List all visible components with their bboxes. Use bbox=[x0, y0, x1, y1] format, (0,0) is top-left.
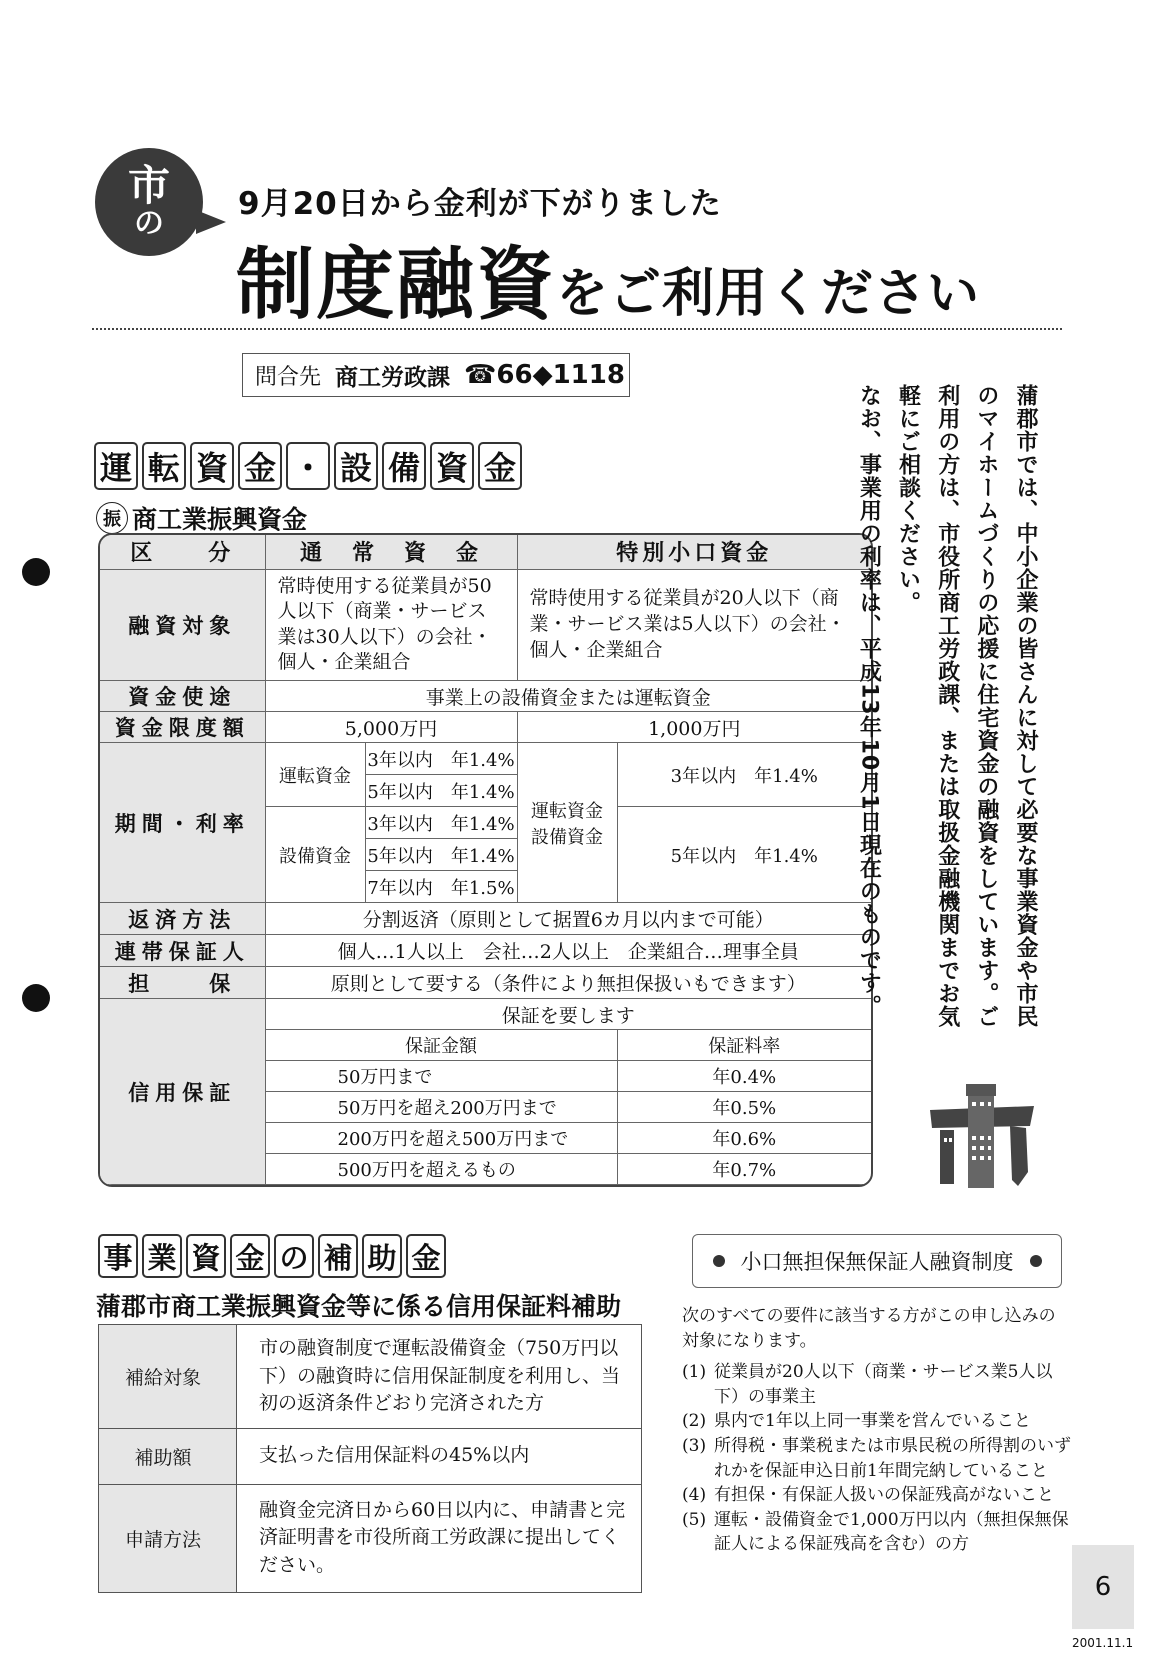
heading-char: の bbox=[274, 1234, 314, 1278]
subsidy-label: 補給対象 bbox=[99, 1325, 237, 1429]
badge-line1: 市 bbox=[127, 161, 170, 210]
list-item bbox=[682, 1360, 1072, 1409]
intro-vertical-text bbox=[849, 384, 1045, 1044]
item-text: 有担保・有保証人扱いの保証残高がないこと bbox=[714, 1485, 1054, 1506]
label-guarantor: 連帯保証人 bbox=[100, 935, 265, 967]
fund-name bbox=[96, 500, 307, 536]
term: 5年以内 bbox=[670, 845, 737, 867]
guarantor-value: 個人…1人以上 会社…2人以上 企業組合…理事全員 bbox=[265, 935, 871, 967]
city-logo-icon bbox=[926, 1080, 1038, 1190]
issue-date: 2001.11.1 bbox=[1072, 1636, 1134, 1650]
credit-amount: 200万円を超え500万円まで bbox=[265, 1123, 617, 1154]
header-regular: 通 常 資 金 bbox=[265, 535, 517, 569]
contact-box bbox=[242, 353, 630, 397]
period-rate-row bbox=[365, 743, 517, 775]
subsidy-value: 市の融資制度で運転設備資金（750万円以下）の融資時に信用保証制度を利用し、当初の返済条件どおり完済された方 bbox=[237, 1325, 642, 1429]
fund-name-text: 商工業振興資金 bbox=[132, 505, 308, 534]
term: 5年以内 bbox=[367, 845, 433, 867]
item-text: 所得税・事業税または市県民税の所得割のいずれかを保証申込日前1年間完納していること bbox=[714, 1435, 1071, 1481]
term: 7年以内 bbox=[367, 877, 433, 899]
heading-char: ・ bbox=[286, 442, 330, 490]
item-number: (1) bbox=[682, 1362, 707, 1382]
item-number: (3) bbox=[682, 1435, 707, 1456]
credit-rate: 年0.6% bbox=[617, 1123, 871, 1154]
subsidy-value: 支払った信用保証料の45%以内 bbox=[237, 1428, 642, 1484]
limit-regular: 5,000万円 bbox=[265, 712, 517, 743]
label-limit: 資金限度額 bbox=[100, 712, 265, 743]
page-title-rest: をご利用ください bbox=[556, 264, 981, 324]
term: 3年以内 bbox=[367, 813, 433, 835]
credit-rate: 年0.7% bbox=[617, 1154, 871, 1185]
repayment-value: 分割返済（原則として据置6カ月以内まで可能） bbox=[265, 903, 871, 935]
item-number: (2) bbox=[682, 1411, 707, 1432]
limit-special: 1,000万円 bbox=[517, 712, 871, 743]
collateral-value: 原則として要する（条件により無担保扱いもできます） bbox=[265, 967, 871, 999]
period-rate-row bbox=[617, 807, 871, 903]
rate: 年1.4% bbox=[754, 845, 818, 867]
heading-char: 運 bbox=[94, 442, 138, 490]
special-period-label bbox=[517, 743, 617, 903]
label-use: 資金使途 bbox=[100, 681, 265, 712]
badge-tail bbox=[196, 210, 226, 234]
fund-badge: 振 bbox=[96, 502, 128, 534]
regular-working-label: 運転資金 bbox=[265, 743, 365, 807]
section-heading-subsidy bbox=[98, 1234, 446, 1278]
page-title-main: 制度融資 bbox=[236, 240, 557, 330]
small-loan-requirements bbox=[682, 1360, 1072, 1557]
section-heading-working-capital bbox=[94, 442, 522, 490]
item-text: 従業員が20人以下（商業・サービス業5人以下）の事業主 bbox=[714, 1362, 1053, 1407]
bullet-dot-icon bbox=[713, 1255, 725, 1267]
subsidy-title: 蒲郡市商工業振興資金等に係る信用保証料補助 bbox=[96, 1292, 622, 1321]
special-label-equipment: 設備資金 bbox=[531, 826, 604, 848]
header-special: 特別小口資金 bbox=[517, 535, 871, 569]
period-rate-row bbox=[617, 743, 871, 807]
period-rate-row bbox=[365, 807, 517, 839]
rate: 年1.4% bbox=[754, 765, 818, 787]
heading-char: 転 bbox=[142, 442, 186, 490]
target-special: 常時使用する従業員が20人以下（商業・サービス業は5人以下）の会社・個人・企業組合 bbox=[517, 569, 871, 681]
credit-rate: 年0.4% bbox=[617, 1061, 871, 1092]
heading-char: 金 bbox=[478, 442, 522, 490]
label-period-rate: 期間・利率 bbox=[100, 743, 265, 903]
page-title bbox=[236, 222, 980, 334]
special-label-working: 運転資金 bbox=[531, 800, 604, 822]
credit-note: 保証を要します bbox=[265, 999, 871, 1030]
bullet-dot-icon bbox=[1030, 1255, 1042, 1267]
list-item bbox=[682, 1434, 1072, 1483]
contact-phone: ☎66◆1118 bbox=[464, 360, 625, 390]
heading-char: 資 bbox=[430, 442, 474, 490]
binder-hole bbox=[22, 984, 50, 1012]
small-loan-title: 小口無担保無保証人融資制度 bbox=[740, 1250, 1014, 1274]
header-category: 区 分 bbox=[100, 535, 265, 569]
rate: 年1.5% bbox=[450, 877, 515, 899]
small-loan-intro: 次のすべての要件に該当する方がこの申し込みの対象になります。 bbox=[682, 1306, 1056, 1351]
loan-table bbox=[98, 533, 873, 1187]
heading-char: 金 bbox=[238, 442, 282, 490]
heading-char: 事 bbox=[98, 1234, 138, 1278]
credit-amount: 50万円を超え200万円まで bbox=[265, 1092, 617, 1123]
target-regular: 常時使用する従業員が50人以下（商業・サービス業は30人以下）の会社・個人・企業組合 bbox=[265, 569, 517, 681]
rate: 年1.4% bbox=[450, 813, 515, 835]
item-number: (4) bbox=[682, 1485, 707, 1506]
city-badge bbox=[95, 148, 203, 256]
credit-col-amount: 保証金額 bbox=[265, 1030, 617, 1061]
dotted-divider bbox=[92, 328, 1062, 330]
badge-line2: の bbox=[134, 206, 164, 241]
page-number: 6 bbox=[1072, 1545, 1134, 1629]
item-text: 運転・設備資金で1,000万円以内（無担保無保証人による保証残高を含む）の方 bbox=[714, 1509, 1069, 1555]
credit-rate: 年0.5% bbox=[617, 1092, 871, 1123]
heading-char: 金 bbox=[406, 1234, 446, 1278]
heading-char: 資 bbox=[186, 1234, 226, 1278]
label-credit: 信用保証 bbox=[100, 999, 265, 1185]
subheadline: 9月20日から金利が下がりました bbox=[238, 186, 722, 222]
heading-char: 助 bbox=[362, 1234, 402, 1278]
heading-char: 資 bbox=[190, 442, 234, 490]
period-rate-row bbox=[365, 871, 517, 903]
regular-equipment-label: 設備資金 bbox=[265, 807, 365, 903]
contact-label: 問合先 bbox=[255, 364, 322, 390]
small-loan-title-box bbox=[692, 1234, 1062, 1288]
list-item bbox=[682, 1409, 1072, 1434]
heading-char: 補 bbox=[318, 1234, 358, 1278]
subsidy-label: 補助額 bbox=[99, 1428, 237, 1484]
rate: 年1.4% bbox=[450, 845, 515, 867]
item-number: (5) bbox=[682, 1509, 707, 1530]
subsidy-table bbox=[98, 1324, 642, 1593]
term: 3年以内 bbox=[367, 749, 433, 771]
heading-char: 備 bbox=[382, 442, 426, 490]
intro-text: 蒲郡市では、中小企業の皆さんに対して必要な事業資金や市民のマイホームづくりの応援に住宅資金の融資をしています。ご利用の方は、市役所商工労政課、または取扱金融機関までお気軽にご相談ください。 なお、事業用の利率は、平成13年10月1日現在のものです。 bbox=[856, 384, 1038, 1028]
rate: 年1.4% bbox=[450, 781, 515, 803]
term: 5年以内 bbox=[367, 781, 433, 803]
use-value: 事業上の設備資金または運転資金 bbox=[265, 681, 871, 712]
label-target: 融資対象 bbox=[100, 569, 265, 681]
credit-amount: 50万円まで bbox=[265, 1061, 617, 1092]
credit-col-rate: 保証料率 bbox=[617, 1030, 871, 1061]
contact-department: 商工労政課 bbox=[335, 364, 451, 391]
credit-amount: 500万円を超えるもの bbox=[265, 1154, 617, 1185]
period-rate-row bbox=[365, 775, 517, 807]
heading-char: 業 bbox=[142, 1234, 182, 1278]
binder-hole bbox=[22, 558, 50, 586]
heading-char: 金 bbox=[230, 1234, 270, 1278]
period-rate-row bbox=[365, 839, 517, 871]
list-item bbox=[682, 1508, 1072, 1557]
subsidy-label: 申請方法 bbox=[99, 1484, 237, 1592]
heading-char: 設 bbox=[334, 442, 378, 490]
rate: 年1.4% bbox=[450, 749, 515, 771]
label-collateral: 担 保 bbox=[100, 967, 265, 999]
list-item bbox=[682, 1483, 1072, 1508]
term: 3年以内 bbox=[670, 765, 737, 787]
label-repayment: 返済方法 bbox=[100, 903, 265, 935]
item-text: 県内で1年以上同一事業を営んでいること bbox=[714, 1411, 1031, 1432]
subsidy-value: 融資金完済日から60日以内に、申請書と完済証明書を市役所商工労政課に提出してください。 bbox=[237, 1484, 642, 1592]
